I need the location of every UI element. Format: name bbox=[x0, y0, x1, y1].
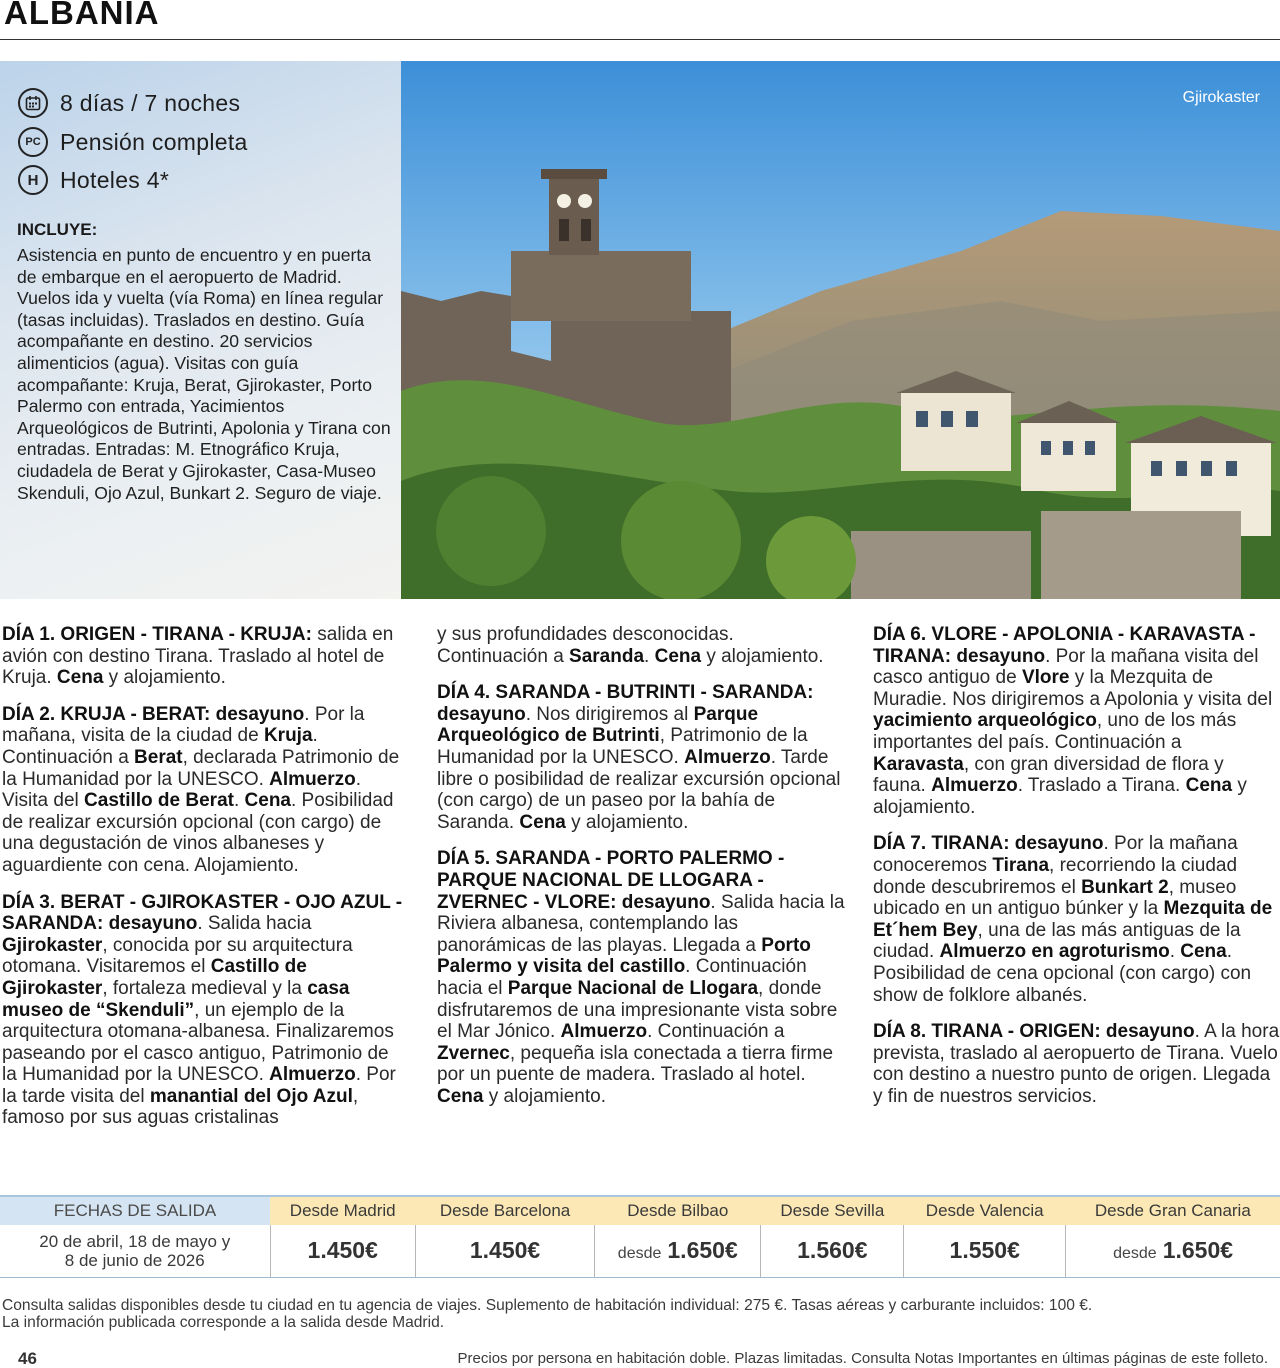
price-table bbox=[0, 1195, 1280, 1278]
note-line-1: Consulta salidas disponibles desde tu ciudad en tu agencia de viajes. Suplemento de habitación individual: 275 €. Tasas aéreas y carburante incluidos: 100 €. bbox=[2, 1297, 1093, 1314]
itinerary-paragraph bbox=[2, 704, 404, 877]
title-divider bbox=[0, 39, 1280, 40]
hotel-icon: H bbox=[18, 165, 48, 195]
itinerary-highlight: Almuerzo bbox=[931, 775, 1018, 797]
itinerary-highlight: DÍA 7. TIRANA: desayuno bbox=[873, 833, 1104, 855]
departure-dates bbox=[0, 1225, 270, 1277]
itinerary-highlight: Cena bbox=[437, 1085, 484, 1107]
departure-dates-header: FECHAS DE SALIDA bbox=[0, 1196, 270, 1225]
itinerary-text: , donde disfrutaremos de una impresionante vista sobre el Mar Jónico. bbox=[437, 977, 838, 1043]
itinerary-highlight: Castillo de Gjirokaster bbox=[2, 956, 307, 999]
itinerary-highlight: DÍA 8. TIRANA - ORIGEN: desayuno bbox=[873, 1021, 1195, 1043]
itinerary-paragraph bbox=[437, 624, 847, 667]
itinerary-text: . Tarde libre o posibilidad de realizar excursión opcional (con cargo) de un paseo por la bahía de Saranda. bbox=[437, 746, 841, 833]
itinerary-highlight: Karavasta bbox=[873, 753, 964, 775]
price-value: 1.650€ bbox=[1162, 1237, 1234, 1264]
itinerary-text: y alojamiento. bbox=[701, 645, 824, 667]
price-value: 1.450€ bbox=[469, 1237, 541, 1264]
price-header-gran-canaria: Desde Gran Canaria bbox=[1066, 1196, 1280, 1225]
itinerary-highlight: Cena bbox=[654, 645, 702, 667]
itinerary-highlight: Cena bbox=[1185, 775, 1233, 797]
itinerary-text: . Por la mañana conoceremos bbox=[873, 833, 1238, 876]
itinerary-highlight: Mezquita de Et´hem Bey bbox=[873, 898, 1273, 941]
itinerary-text: . bbox=[1169, 941, 1181, 963]
feature-duration-text: 8 días / 7 noches bbox=[60, 89, 241, 116]
itinerary-highlight: DÍA 1. ORIGEN - TIRANA - KRUJA: bbox=[2, 624, 312, 645]
itinerary-text: y alojamiento. bbox=[565, 811, 689, 833]
departure-dates-line-2: 8 de junio de 2026 bbox=[64, 1250, 205, 1270]
price-notes bbox=[2, 1297, 1280, 1331]
itinerary-highlight: Cena bbox=[1180, 941, 1227, 963]
itinerary-paragraph bbox=[2, 892, 404, 1130]
incluye-heading: INCLUYE: bbox=[17, 220, 98, 239]
itinerary-paragraph bbox=[873, 833, 1280, 1006]
itinerary-text: . Salida hacia la Riviera albanesa, contemplando las panorámicas de las playas. Llegada a bbox=[437, 891, 845, 956]
feature-duration bbox=[18, 88, 240, 118]
itinerary-highlight: DÍA 2. KRUJA - BERAT: desayuno bbox=[2, 703, 305, 725]
itinerary-text: . Visita del bbox=[2, 768, 362, 812]
castle-landscape-illustration bbox=[401, 61, 1280, 599]
itinerary-text: . Por la mañana, visita de la ciudad de bbox=[2, 703, 365, 747]
itinerary-text: . Salida hacia bbox=[197, 913, 312, 935]
itinerary-text: y alojamiento. bbox=[483, 1085, 606, 1107]
price-header-barcelona: Desde Barcelona bbox=[415, 1196, 594, 1225]
price-sevilla bbox=[761, 1225, 904, 1277]
desde-label: desde bbox=[617, 1245, 662, 1263]
itinerary-highlight: DÍA 5. SARANDA - PORTO PALERMO - PARQUE NACIONAL DE LLOGARA - ZVERNEC - VLORE: desayuno bbox=[437, 848, 785, 913]
itinerary-highlight: Tirana bbox=[992, 854, 1050, 876]
footer-disclaimer: Precios por persona en habitación doble. Plazas limitadas. Consulta Notas Importantes en últimas páginas de este folleto. bbox=[457, 1350, 1268, 1367]
itinerary-text: , museo ubicado en un antiguo búnker y la bbox=[873, 876, 1237, 920]
itinerary-column-2 bbox=[437, 624, 847, 1122]
info-panel bbox=[0, 61, 401, 599]
price-barcelona bbox=[415, 1225, 594, 1277]
itinerary-highlight: Bunkart 2 bbox=[1081, 876, 1169, 898]
price-header-sevilla: Desde Sevilla bbox=[761, 1196, 904, 1225]
itinerary-paragraph bbox=[437, 682, 847, 833]
itinerary-text: . bbox=[233, 790, 245, 812]
itinerary-text: , recorriendo la ciudad donde descubriremos el bbox=[873, 854, 1238, 898]
calendar-icon bbox=[18, 88, 48, 118]
itinerary-highlight: Almuerzo bbox=[269, 768, 356, 790]
price-value: 1.650€ bbox=[667, 1237, 738, 1264]
itinerary-highlight: Berat bbox=[134, 746, 183, 768]
itinerary-text: . bbox=[644, 645, 655, 667]
photo-caption: Gjirokaster bbox=[1182, 89, 1260, 106]
itinerary-highlight: yacimiento arqueológico bbox=[873, 710, 1097, 732]
itinerary-text: y sus profundidades desconocidas. Continuación a bbox=[437, 624, 734, 667]
note-line-2: La información publicada corresponde a la salida desde Madrid. bbox=[2, 1314, 445, 1331]
feature-hotels-text: Hoteles 4* bbox=[60, 166, 170, 193]
itinerary-highlight: Zvernec bbox=[437, 1042, 510, 1064]
feature-board-text: Pensión completa bbox=[60, 128, 248, 155]
price-value: 1.450€ bbox=[307, 1237, 378, 1264]
price-value: 1.560€ bbox=[797, 1237, 868, 1264]
price-header-madrid: Desde Madrid bbox=[270, 1196, 415, 1225]
itinerary-text: , famoso por sus aguas cristalinas bbox=[2, 1085, 359, 1129]
price-valencia bbox=[904, 1225, 1066, 1277]
itinerary-text: , una de las más antiguas de la ciudad. bbox=[873, 919, 1241, 963]
itinerary-paragraph bbox=[873, 624, 1280, 818]
price-row bbox=[0, 1225, 1280, 1277]
itinerary-highlight: Vlore bbox=[1021, 667, 1070, 689]
page-title: ALBANIA bbox=[4, 0, 160, 31]
itinerary-text: , uno de los más importantes del país. Continuación a bbox=[873, 710, 1237, 753]
itinerary-highlight: Parque Nacional de Llogara bbox=[507, 977, 759, 999]
itinerary-text: . Por la mañana visita del casco antiguo de bbox=[873, 645, 1259, 689]
itinerary-highlight: Castillo de Berat bbox=[84, 790, 234, 812]
itinerary-highlight: Parque Arqueológico de Butrinti bbox=[437, 703, 759, 747]
itinerary-highlight: Saranda bbox=[569, 645, 645, 667]
departure-dates-line-1: 20 de abril, 18 de mayo y bbox=[39, 1231, 231, 1251]
itinerary-text: , pequeña isla conectada a tierra firme por un puente de madera. Traslado al hotel. bbox=[437, 1042, 834, 1086]
itinerary-text: . Continuación a bbox=[647, 1021, 785, 1043]
itinerary-highlight: Cena bbox=[519, 811, 566, 833]
itinerary-paragraph bbox=[873, 1021, 1280, 1107]
itinerary-highlight: Kruja bbox=[263, 725, 313, 747]
itinerary-highlight: Almuerzo en agroturismo bbox=[939, 941, 1170, 963]
itinerary-text: y alojamiento. bbox=[103, 667, 226, 689]
price-madrid bbox=[270, 1225, 415, 1277]
itinerary-paragraph bbox=[2, 624, 404, 689]
itinerary-highlight: Almuerzo bbox=[684, 746, 771, 768]
feature-hotels bbox=[18, 165, 169, 195]
itinerary-text: . A la hora prevista, traslado al aeropuerto de Tirana. Vuelo con destino a nuestro punto de origen. Llegada y fin de nuestros servicios. bbox=[873, 1021, 1280, 1107]
itinerary-text: , conocida por su arquitectura otomana. Visitaremos el bbox=[2, 934, 353, 978]
price-value: 1.550€ bbox=[949, 1237, 1020, 1264]
itinerary-highlight: Cena bbox=[56, 667, 104, 689]
itinerary-column-3 bbox=[873, 624, 1280, 1122]
itinerary-text: . Nos dirigiremos al bbox=[525, 703, 694, 725]
itinerary-text: salida en avión con destino Tirana. Traslado al hotel de Kruja. bbox=[2, 624, 394, 689]
pc-icon: PC bbox=[18, 127, 48, 157]
feature-board bbox=[18, 127, 248, 157]
incluye-body: Asistencia en punto de encuentro y en puerta de embarque en el aeropuerto de Madrid. Vuelos ida y vuelta (vía Roma) en línea regular (tasas incluidas). Traslados en destino. Guía acompañante en destino. 20 servicios alimenticios (agua). Visitas con guía acompañante: Kruja, Berat, Gjirokaster, Porto Palermo con entrada, Yacimientos Arqueológicos de Butrinti, Apolonia y Tirana con entradas. Entradas: M. Etnográfico Kruja, ciudadela de Berat y Gjirokaster, Casa-Museo Skenduli, Ojo Azul, Bunkart 2. Seguro de viaje. bbox=[17, 245, 391, 503]
itinerary-highlight: DÍA 6. VLORE - APOLONIA - KARAVASTA - TIRANA: desayuno bbox=[873, 624, 1256, 667]
page-number: 46 bbox=[18, 1349, 37, 1368]
price-header-row bbox=[0, 1196, 1280, 1225]
itinerary-highlight: DÍA 4. SARANDA - BUTRINTI - SARANDA: desayuno bbox=[437, 682, 814, 725]
itinerary-text: . Continuación hacia el bbox=[437, 956, 807, 999]
itinerary-text: y la Mezquita de Muradie. Nos dirigiremos a Apolonia y visita del bbox=[873, 667, 1273, 710]
itinerary-text: . Posibilidad de cena opcional (con cargo) con show de folklore albanés. bbox=[873, 941, 1252, 1006]
hero-section bbox=[0, 61, 1280, 599]
itinerary-highlight: manantial del Ojo Azul bbox=[149, 1085, 353, 1107]
itinerary-text: , Patrimonio de la Humanidad por la UNESCO. bbox=[437, 725, 808, 768]
itinerary-highlight: Gjirokaster bbox=[2, 934, 103, 956]
itinerary-column-1 bbox=[2, 624, 404, 1144]
price-header-valencia: Desde Valencia bbox=[904, 1196, 1066, 1225]
itinerary-text: , con gran diversidad de flora y fauna. bbox=[873, 753, 1224, 797]
itinerary-text: , un ejemplo de la arquitectura otomana-albanesa. Finalizaremos paseando por el casco antiguo, Patrimonio de la Humanidad por la UNESCO. bbox=[2, 999, 394, 1086]
price-gran-canaria bbox=[1066, 1225, 1280, 1277]
itinerary-text: . Posibilidad de realizar excursión opcional (con cargo) de una degustación de vinos albaneses y aguardiente con cena. Alojamiento. bbox=[2, 790, 394, 876]
itinerary-highlight: Porto Palermo y visita del castillo bbox=[437, 934, 811, 978]
itinerary-highlight: Almuerzo bbox=[560, 1021, 648, 1043]
desde-label: desde bbox=[1113, 1245, 1157, 1263]
gjirokaster-photo bbox=[401, 61, 1280, 599]
itinerary-paragraph bbox=[437, 848, 847, 1107]
itinerary-text: , declarada Patrimonio de la Humanidad por la UNESCO. bbox=[2, 746, 400, 790]
price-bilbao bbox=[595, 1225, 761, 1277]
itinerary-highlight: casa museo de “Skenduli” bbox=[2, 977, 350, 1021]
itinerary-text: . Por la tarde visita del bbox=[2, 1064, 396, 1107]
itinerary-text: y alojamiento. bbox=[873, 775, 1247, 818]
itinerary-highlight: DÍA 3. BERAT - GJIROKASTER - OJO AZUL - SARANDA: desayuno bbox=[2, 891, 403, 935]
itinerary-highlight: Almuerzo bbox=[269, 1064, 356, 1086]
itinerary-highlight: Cena bbox=[244, 790, 291, 812]
itinerary-text: . Continuación a bbox=[2, 725, 318, 768]
itinerary-text: . Traslado a Tirana. bbox=[1017, 775, 1186, 797]
price-header-bilbao: Desde Bilbao bbox=[595, 1196, 761, 1225]
itinerary-text: , fortaleza medieval y la bbox=[102, 977, 308, 999]
